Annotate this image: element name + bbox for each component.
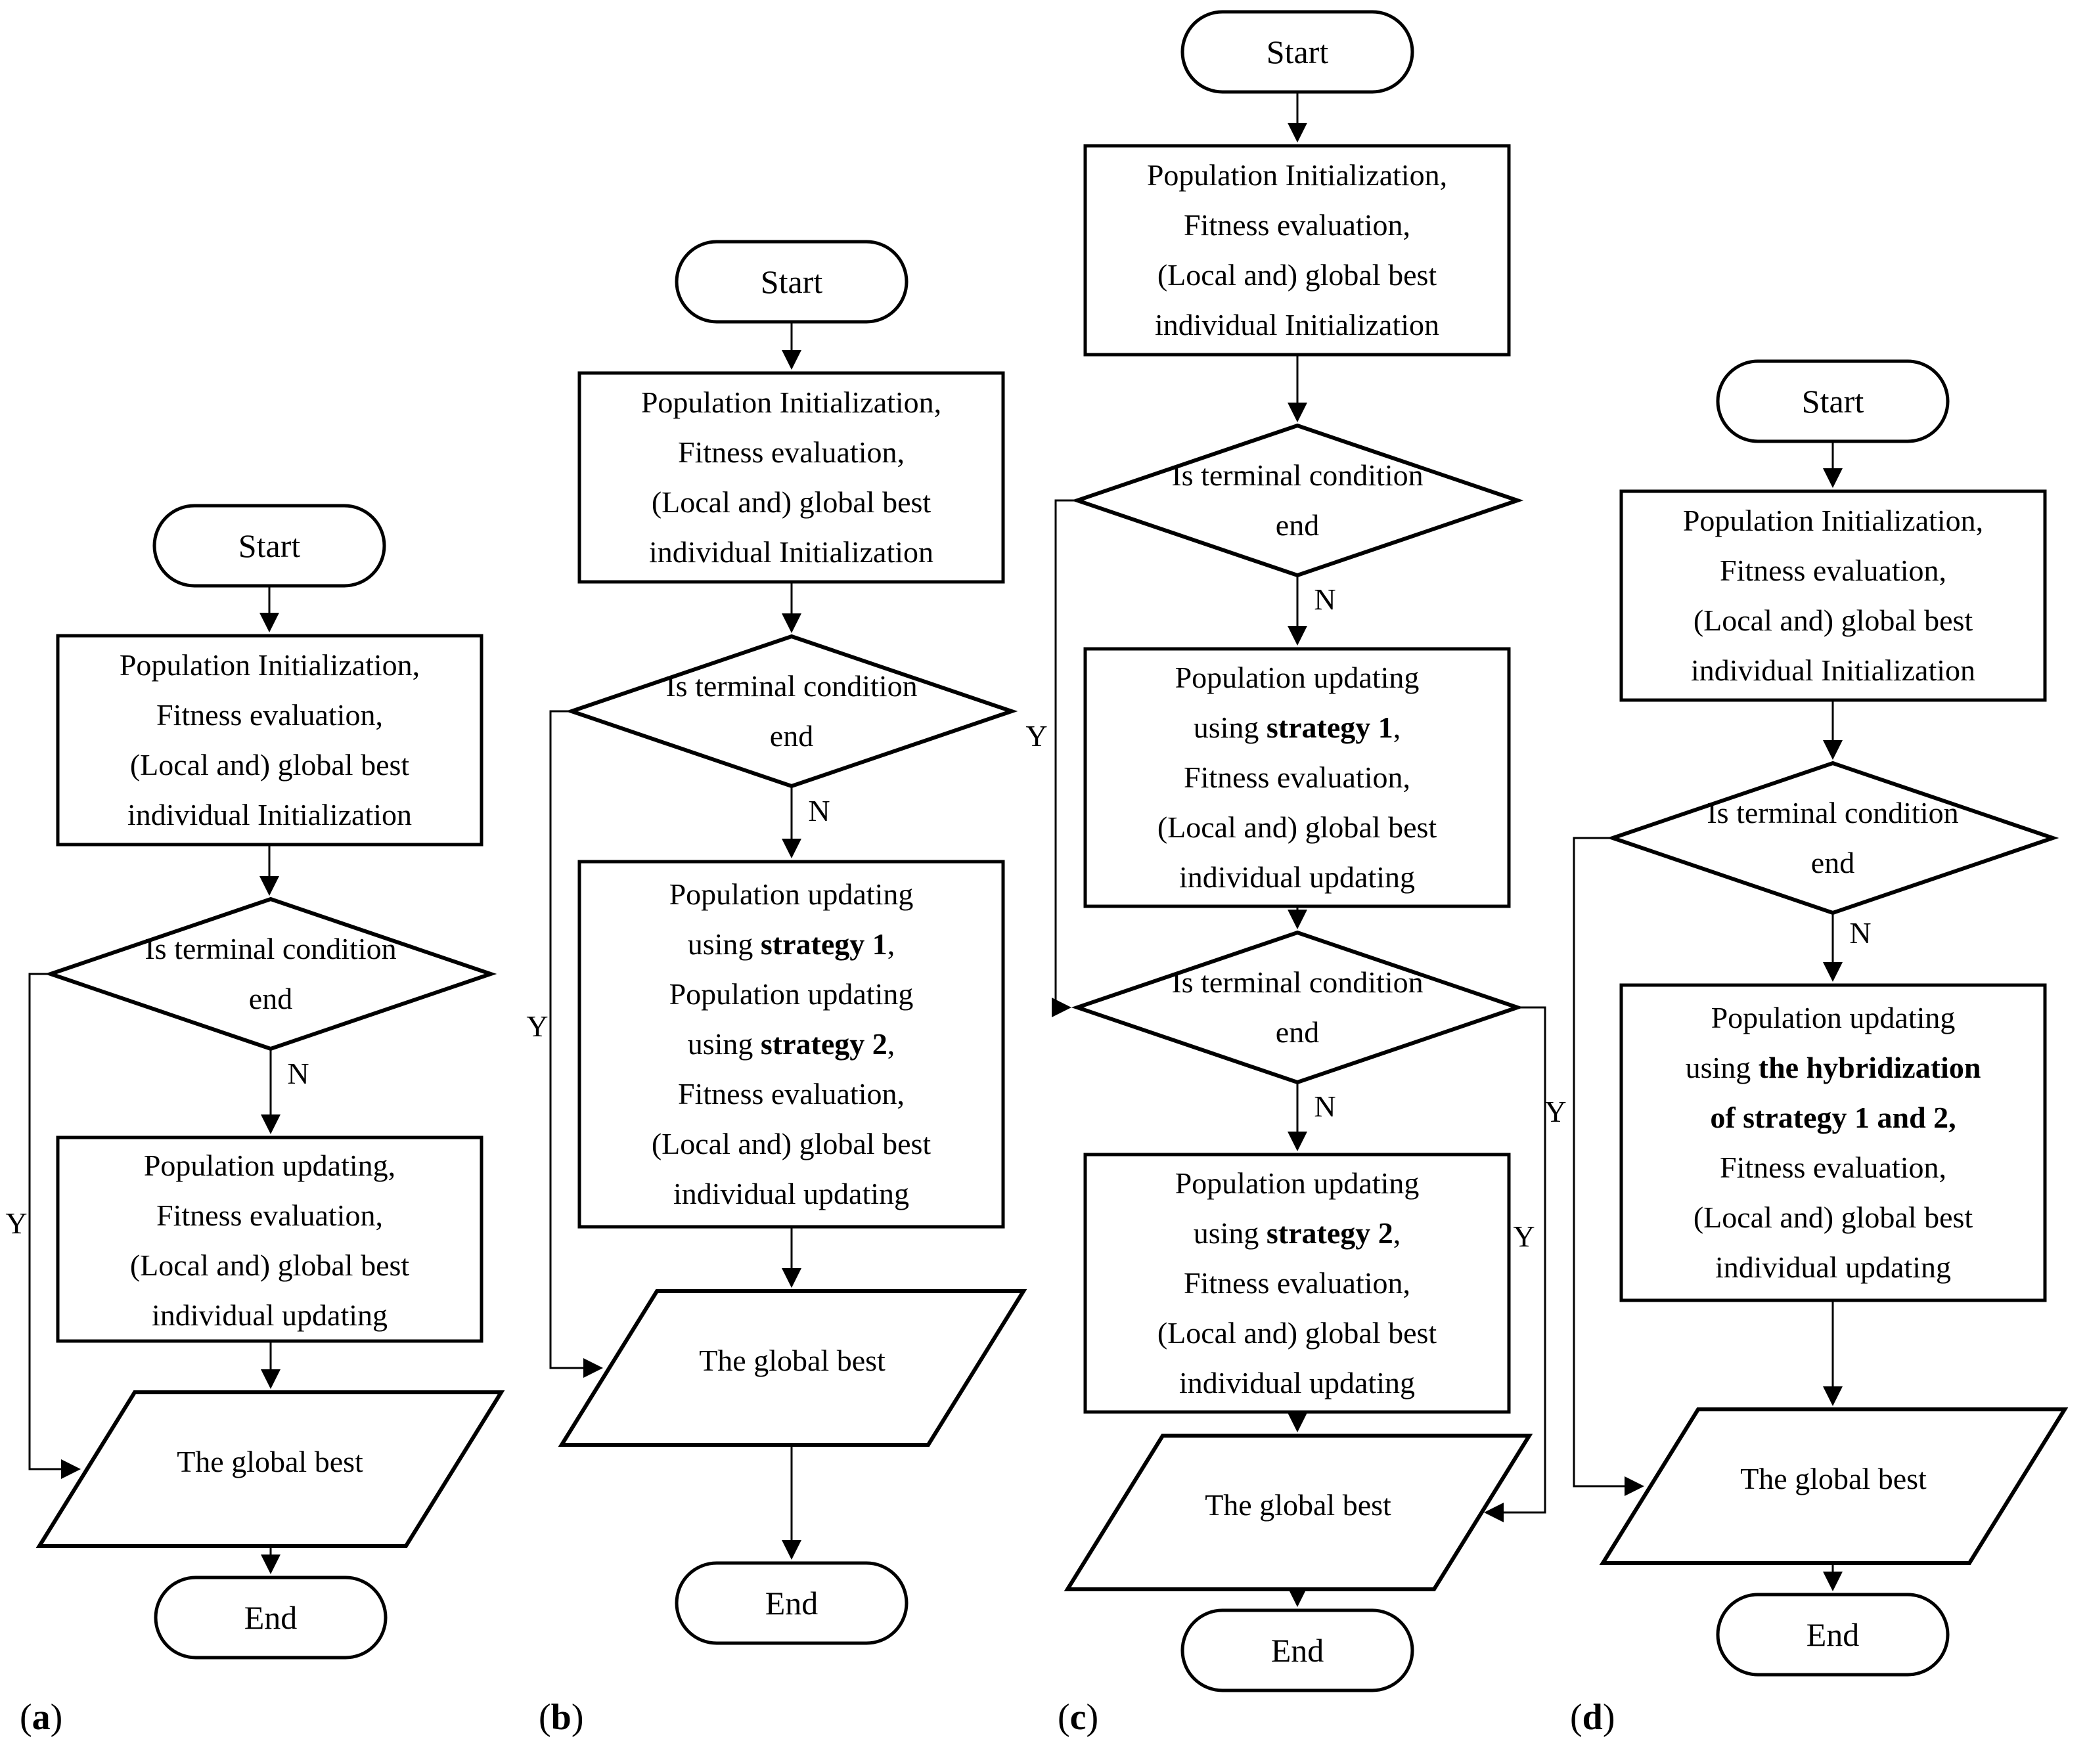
init-line: Population Initialization, [1146, 158, 1448, 192]
init-line: Fitness evaluation, [156, 698, 383, 732]
output-label: The global best [1740, 1462, 1927, 1495]
strategy1-line: individual updating [1178, 860, 1415, 894]
init-line: (Local and) global best [1693, 604, 1973, 637]
hybrid-line: Population updating [1711, 1001, 1956, 1034]
update-line: Population updating, [143, 1149, 396, 1182]
output-label: The global best [699, 1344, 886, 1377]
strategy2-line: individual updating [1178, 1366, 1415, 1400]
strategy2-line: using strategy 2, [1193, 1216, 1401, 1250]
strategy1-line: Population updating [1175, 661, 1420, 694]
hybrid-line: of strategy 1 and 2, [1710, 1101, 1956, 1134]
init-box-text [61, 640, 478, 840]
init-line: individual Initialization [1154, 308, 1440, 342]
update-line: Population updating [669, 977, 914, 1011]
init-line: (Local and) global best [1157, 258, 1437, 292]
strategy1-box-text [1088, 653, 1506, 902]
no-branch-label-2: N [1314, 1090, 1336, 1123]
init-line: Population Initialization, [119, 648, 420, 682]
yes-branch-label: Y [5, 1206, 28, 1240]
strategy2-line: Fitness evaluation, [1184, 1266, 1410, 1300]
yes-branch-label-1: Y [1025, 719, 1048, 753]
decision-text: Is terminal condition end [145, 932, 397, 1015]
strategy2-line: Population updating [1175, 1166, 1420, 1200]
hybrid-line: using the hybridization [1685, 1051, 1981, 1084]
hybrid-line: (Local and) global best [1693, 1201, 1973, 1234]
yes-branch-label: Y [526, 1009, 549, 1043]
no-branch-label: N [1849, 916, 1872, 950]
decision2-text: Is terminal condition end [1171, 965, 1424, 1049]
init-box-text [1088, 150, 1506, 350]
hybrid-box-text [1625, 993, 2042, 1292]
init-box-text [1625, 496, 2042, 695]
strategy1-line: using strategy 1, [1193, 711, 1401, 744]
update-box-text [61, 1141, 478, 1340]
init-line: Population Initialization, [1682, 504, 1984, 537]
output-label: The global best [1205, 1488, 1391, 1522]
update-line: using strategy 2, [687, 1027, 895, 1061]
end-label: End [1270, 1632, 1324, 1669]
decision-text: Is terminal condition end [665, 669, 918, 753]
panel-caption-d: (d) [1570, 1697, 1615, 1738]
update-line: Fitness evaluation, [678, 1077, 905, 1111]
init-line: individual Initialization [1690, 653, 1976, 687]
hybrid-line: individual updating [1715, 1250, 1951, 1284]
yes-branch-wire-1 [1056, 500, 1077, 1007]
no-branch-label: N [808, 794, 830, 827]
output-label: The global best [177, 1445, 363, 1478]
init-line: Fitness evaluation, [1184, 208, 1410, 242]
update-line: individual updating [151, 1298, 388, 1332]
yes-branch-label-2: Y [1513, 1220, 1535, 1253]
strategy1-line: Fitness evaluation, [1184, 761, 1410, 794]
update-line: (Local and) global best [129, 1248, 410, 1282]
no-branch-label: N [287, 1057, 309, 1090]
strategy1-line: (Local and) global best [1157, 810, 1437, 844]
decision1-text: Is terminal condition end [1171, 458, 1424, 542]
decision-text: Is terminal condition end [1707, 796, 1959, 879]
init-line: Fitness evaluation, [1720, 554, 1946, 587]
start-label: Start [1801, 383, 1864, 420]
no-branch-label-1: N [1314, 583, 1336, 616]
end-label: End [1806, 1616, 1860, 1653]
update-box-text [583, 870, 1000, 1219]
yes-branch-label: Y [1544, 1095, 1567, 1128]
end-label: End [765, 1585, 819, 1621]
update-line: individual updating [673, 1177, 909, 1210]
panel-caption-b: (b) [539, 1697, 584, 1738]
init-line: (Local and) global best [129, 748, 410, 782]
strategy2-line: (Local and) global best [1157, 1316, 1437, 1350]
start-label: Start [760, 263, 823, 300]
panel-caption-a: (a) [20, 1697, 63, 1738]
update-line: (Local and) global best [651, 1127, 931, 1160]
end-label: End [244, 1599, 298, 1636]
init-line: Population Initialization, [640, 386, 942, 419]
init-line: individual Initialization [127, 798, 413, 831]
start-label: Start [238, 527, 301, 564]
init-line: (Local and) global best [651, 485, 931, 519]
update-line: using strategy 1, [687, 927, 895, 961]
init-line: individual Initialization [648, 535, 934, 569]
update-line: Fitness evaluation, [156, 1199, 383, 1232]
start-label: Start [1266, 33, 1329, 70]
panel-caption-c: (c) [1058, 1697, 1099, 1738]
strategy2-box-text [1088, 1158, 1506, 1408]
init-box-text [583, 378, 1000, 577]
init-line: Fitness evaluation, [678, 435, 905, 469]
hybrid-line: Fitness evaluation, [1720, 1151, 1946, 1184]
update-line: Population updating [669, 877, 914, 911]
